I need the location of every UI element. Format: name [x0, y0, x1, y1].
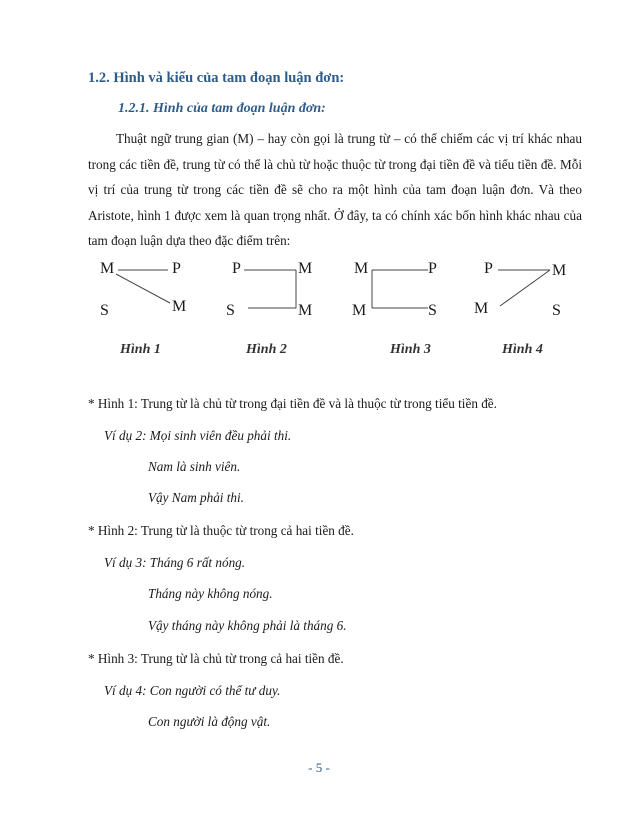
intro-paragraph [88, 126, 582, 254]
figure-4-caption: Hình 4 [502, 342, 543, 357]
figure-2-caption: Hình 2 [246, 342, 287, 357]
figure-2-top-right: M [298, 260, 313, 277]
figure-1-caption: Hình 1 [120, 342, 161, 357]
example-4-line-1 [104, 683, 280, 699]
example-3-premise-1: Tháng 6 rất nóng. [149, 555, 246, 570]
example-2-label: Ví dụ 2: [104, 428, 147, 443]
example-3-conclusion: Vậy tháng này không phải là tháng 6. [148, 618, 347, 633]
example-4-premise-2: Con người là động vật. [148, 714, 271, 729]
figure-3 [352, 250, 472, 360]
figure-3-top-left: M [354, 260, 369, 277]
example-3-label: Ví dụ 3: [104, 555, 147, 570]
figure-1-bottom-left: S [100, 302, 109, 319]
example-3-premise-2: Tháng này không nóng. [148, 586, 273, 601]
example-2-line-1 [104, 428, 291, 444]
figure-3-bottom-right: S [428, 302, 437, 319]
subsection-heading: 1.2.1. Hình của tam đoạn luận đơn: [118, 101, 326, 116]
intro-text: Thuật ngữ trung gian (M) – hay còn gọi là trung từ – có thể chiếm các vị trí khác nhau trong các tiền đề, trung từ có thể là chủ từ hoặc thuộc từ trong đại tiền đề và tiểu tiền đề. Mỗi vị trí của trung từ trong các tiền đề sẽ cho ra một hình của tam đoạn luận đơn. Và theo Aristote, hình 1 được xem là quan trọng nhất. Ở đây, ta có chính xác bốn hình khác nhau của tam đoạn luận dựa theo đặc điểm trên: [88, 131, 582, 248]
figure-2-top-left: P [232, 260, 241, 277]
figure-4 [460, 250, 580, 360]
example-2-premise-1: Mọi sinh viên đều phải thi. [149, 428, 292, 443]
example-2-premise-2: Nam là sinh viên. [148, 459, 241, 474]
figure-3-bottom-left: M [352, 302, 367, 319]
figure-2-lines [226, 250, 346, 330]
figure-1-description: * Hình 1: Trung từ là chủ từ trong đại tiền đề và là thuộc từ trong tiểu tiền đề. [88, 396, 497, 411]
figure-4-bottom-left: M [474, 300, 489, 317]
figure-2-description: * Hình 2: Trung từ là thuộc từ trong cả hai tiền đề. [88, 523, 354, 538]
figure-2-bottom-right: M [298, 302, 313, 319]
figure-4-bottom-right: S [552, 302, 561, 319]
figure-3-caption: Hình 3 [390, 342, 431, 357]
figure-1 [98, 250, 218, 360]
figure-2 [226, 250, 346, 360]
figure-4-top-left: P [484, 260, 493, 277]
example-3-line-1 [104, 555, 245, 571]
figure-3-lines [352, 250, 472, 330]
figure-4-top-right: M [552, 262, 567, 279]
page-number: - 5 - [308, 760, 330, 775]
example-4-label: Ví dụ 4: [104, 683, 147, 698]
figure-1-top-left: M [100, 260, 115, 277]
figure-1-top-right: P [172, 260, 181, 277]
figure-3-top-right: P [428, 260, 437, 277]
example-4-premise-1: Con người có thể tư duy. [149, 683, 281, 698]
example-2-conclusion: Vậy Nam phải thi. [148, 490, 244, 505]
section-heading: 1.2. Hình và kiểu của tam đoạn luận đơn: [88, 70, 345, 86]
syllogism-figures [88, 250, 582, 370]
figure-2-bottom-left: S [226, 302, 235, 319]
figure-1-bottom-right: M [172, 298, 187, 315]
figure-1-lines [98, 250, 218, 330]
figure-3-description: * Hình 3: Trung từ là chủ từ trong cả hai tiền đề. [88, 651, 344, 666]
